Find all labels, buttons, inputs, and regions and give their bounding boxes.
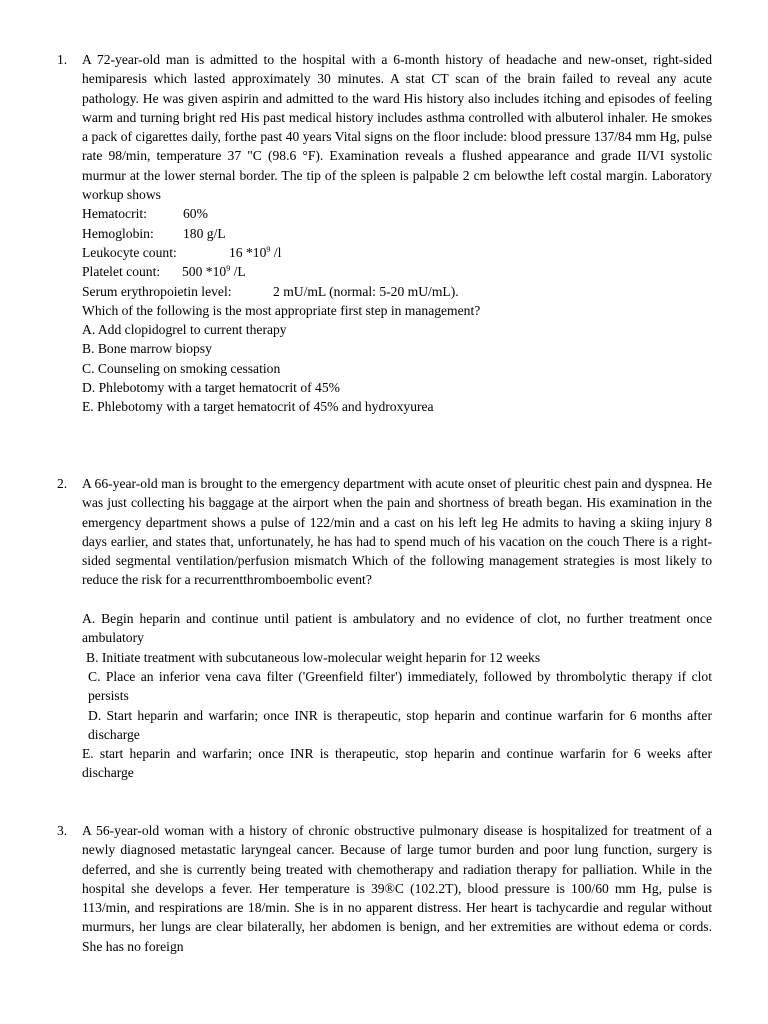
- lab-value-exponent: 9: [266, 244, 271, 254]
- answer-choice-a: A. Begin heparin and continue until patient is ambulatory and no evidence of clot, no further treatment once ambulatory: [82, 611, 712, 646]
- lab-row-hematocrit: [82, 204, 712, 223]
- lab-value: 60%: [183, 206, 208, 222]
- answer-choice-c: C. Place an inferior vena cava filter ('Greenfield filter') immediately, followed by thrombolytic therapy if clot persists: [88, 668, 712, 704]
- answer-choice-b: B. Initiate treatment with subcutaneous low-molecular weight heparin for 12 weeks: [86, 649, 541, 665]
- question-content: [82, 50, 712, 417]
- lab-value-unit: /l: [270, 244, 282, 260]
- lab-value: 180 g/L: [183, 225, 226, 241]
- lab-row-platelet: [82, 262, 712, 281]
- answer-choices: [82, 320, 712, 416]
- question-2: [0, 474, 768, 783]
- answer-choice-a: A. Add clopidogrel to current therapy: [82, 322, 287, 338]
- lab-value: [182, 262, 246, 281]
- lab-label: Hematocrit:: [82, 206, 147, 222]
- lab-row-hemoglobin: [82, 224, 712, 243]
- answer-choice-d: D. Start heparin and warfarin; once INR is therapeutic, stop heparin and continue warfarin for 6 months after discharge: [88, 707, 712, 742]
- lab-label: Leukocyte count:: [82, 244, 177, 260]
- lab-value: 2 mU/mL (normal: 5-20 mU/mL).: [273, 283, 459, 299]
- answer-choice-b: B. Bone marrow biopsy: [82, 341, 212, 357]
- lab-row-erythropoietin: [82, 282, 712, 301]
- question-stem: A 72-year-old man is admitted to the hospital with a 6-month history of headache and new-onset, right-sided hemiparesis which lasted approximately 30 minutes. A stat CT scan of the brain failed to reveal any acute pathology. He was given aspirin and admitted to the ward His history also includes itching and episodes of feeling warm and turning bright red His past medical history includes asthma controlled with albuterol inhaler. He smokes a pack of cigarettes daily, forthe past 40 years Vital signs on the floor include: blood pressure 137/84 mm Hg, pulse rate 98/min, temperature 37 "C (98.6 °F). Examination reveals a flushed appearance and grade II/VI systolic murmur at the lower sternal border. The tip of the spleen is palpable 2 cm belowthe left costal margin. Laboratory workup shows: [82, 52, 712, 203]
- question-number: 1.: [57, 52, 68, 67]
- question-number: 3.: [57, 823, 68, 838]
- question-number: 2.: [57, 476, 68, 491]
- lab-value: [229, 243, 281, 262]
- lab-label: Hemoglobin:: [82, 225, 154, 241]
- lab-row-leukocyte: [82, 243, 712, 262]
- lab-value-base: 500 *10: [182, 264, 227, 280]
- lab-value-base: 16 *10: [229, 244, 267, 260]
- lab-value-unit: /L: [230, 264, 246, 280]
- answer-choices: [82, 609, 712, 783]
- question-prompt: Which of the following is the most appropriate first step in management?: [82, 302, 481, 318]
- question-stem: A 56-year-old woman with a history of chronic obstructive pulmonary disease is hospitalized for treatment of a newly diagnosed metastatic laryngeal cancer. Because of large tumor burden and poor lung function, surgery is deferred, and she is currently being treated with chemotherapy and radiation therapy for palliation. While in the hospital she develops a fever. Her temperature is 39®C (102.2T), blood pressure is 100/60 mm Hg, pulse is 113/min, and respirations are 18/min. She is in no apparent distress. Her heart is tachycardie and regular without murmurs, her lungs are clear bilaterally, her abdomen is benign, and her extremities are without edema or cords. She has no foreign: [82, 823, 712, 954]
- question-stem: A 66-year-old man is brought to the emergency department with acute onset of pleuritic chest pain and dyspnea. He was just collecting his baggage at the airport when the pain and shortness of breath began. His examination in the emergency department shows a pulse of 122/min and a cast on his left leg He admits to having a skiing injury 8 days earlier, and states that, unfortunately, he has had to spend much of his vacation on the couch There is a right-sided segmental ventilation/perfusion mismatch Which of the following management strategies is most likely to reduce the risk for a recurrentthromboembolic event?: [82, 476, 712, 588]
- answer-choice-e: E. start heparin and warfarin; once INR is therapeutic, stop heparin and continue warfarin for 6 weeks after discharge: [82, 746, 712, 781]
- lab-label: Serum erythropoietin level:: [82, 283, 232, 299]
- lab-value-exponent: 9: [226, 264, 231, 274]
- question-content: [82, 474, 712, 783]
- answer-choice-c: C. Counseling on smoking cessation: [82, 360, 281, 376]
- answer-choice-e: E. Phlebotomy with a target hematocrit of 45% and hydroxyurea: [82, 399, 434, 415]
- answer-choice-d: D. Phlebotomy with a target hematocrit of 45%: [82, 380, 340, 396]
- lab-results: [82, 204, 712, 300]
- question-1: [0, 50, 768, 417]
- question-content: [82, 821, 712, 955]
- lab-label: Platelet count:: [82, 264, 161, 280]
- question-3: [0, 821, 768, 955]
